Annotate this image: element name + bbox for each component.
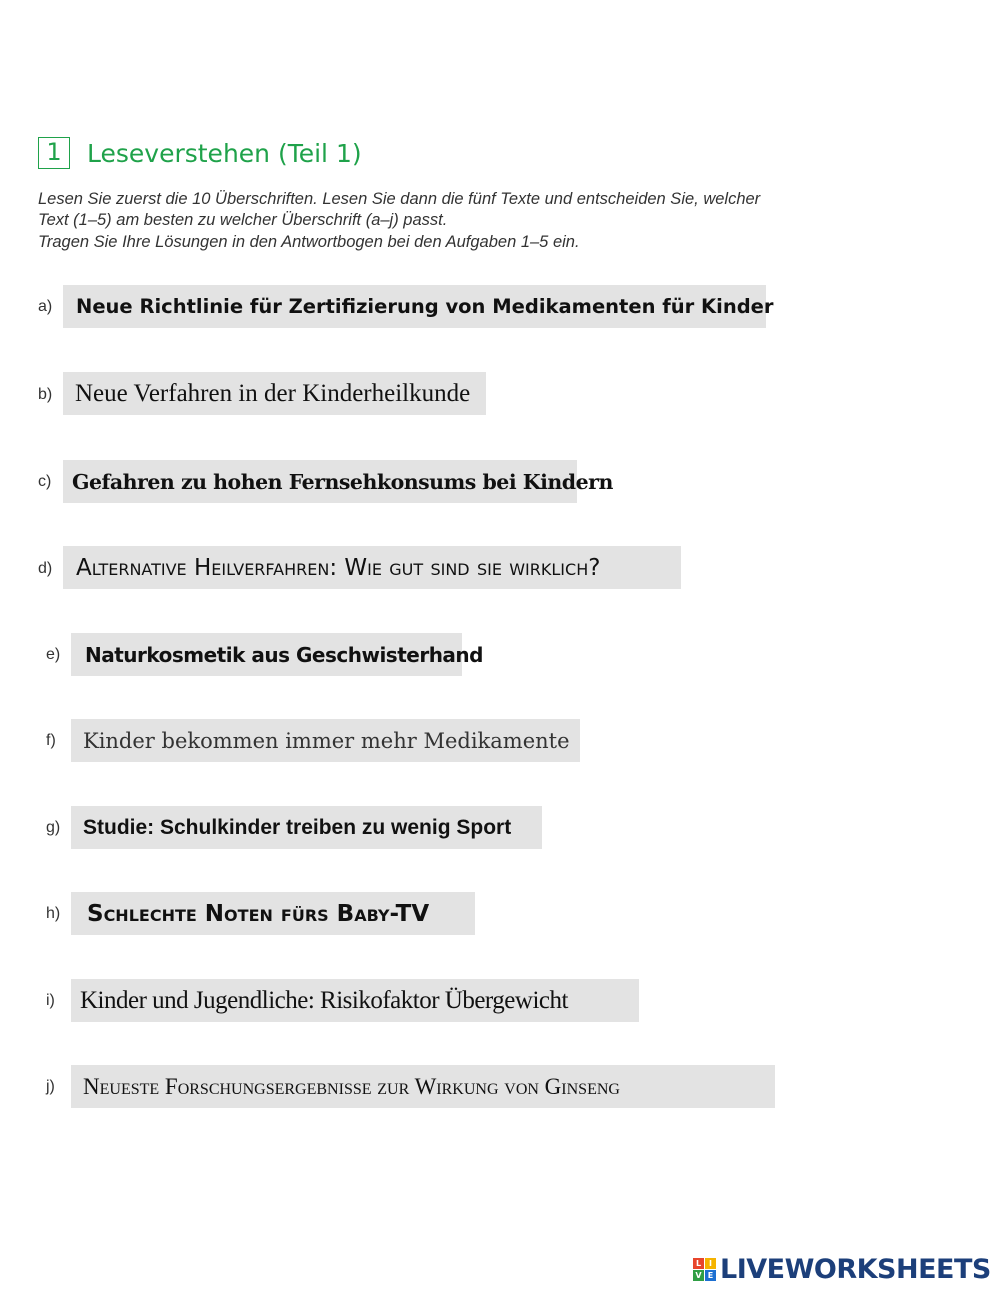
headline-e-text: Naturkosmetik aus Geschwisterhand [85,642,483,667]
headline-i-text: Kinder und Jugendliche: Risikofaktor Übergewicht [80,986,568,1014]
logo-text: LIVEWORKSHEETS [720,1253,991,1285]
logo-tile-l: L [693,1258,704,1269]
headline-e [71,633,483,676]
headline-i [71,979,639,1022]
instructions-line-2: Text (1–5) am besten zu welcher Überschrift (a–j) passt. [38,211,448,229]
headline-h [71,892,475,935]
task-number-box: 1 [38,137,70,169]
headline-letter-b: b) [38,386,53,403]
instructions-line-3: Tragen Sie Ihre Lösungen in den Antwortbogen bei den Aufgaben 1–5 ein. [38,233,580,251]
liveworksheets-logo[interactable] [693,1254,991,1284]
logo-tile-e: E [705,1270,716,1281]
headline-b [63,372,486,415]
headline-letter-g: g) [46,819,61,836]
headline-j [71,1065,775,1108]
headline-d [63,546,681,589]
headline-letter-c: c) [38,473,52,490]
headline-f [71,719,580,762]
logo-tile-i: I [705,1258,716,1269]
headline-letter-a: a) [38,298,53,315]
headline-f-text: Kinder bekommen immer mehr Medikamente [83,728,570,753]
headline-letter-j: j) [46,1078,55,1095]
logo-tile-v: V [693,1270,704,1281]
headline-a-text: Neue Richtlinie für Zertifizierung von Medikamenten für Kinder [76,295,774,318]
headline-letter-f: f) [46,732,56,749]
instructions-line-1: Lesen Sie zuerst die 10 Überschriften. Lesen Sie dann die fünf Texte und entscheiden Sie, welcher [38,190,761,208]
headline-letter-h: h) [46,905,61,922]
page-title: Leseverstehen (Teil 1) [87,139,362,168]
headline-b-text: Neue Verfahren in der Kinderheilkunde [75,379,471,407]
headline-g-text: Studie: Schulkinder treiben zu wenig Sport [83,815,512,839]
headline-d-text: Alternative Heilverfahren: Wie gut sind sie wirklich? [76,554,601,581]
headline-c [63,460,613,503]
logo-mark-icon [693,1258,716,1281]
headline-letter-i: i) [46,992,55,1009]
headline-letter-d: d) [38,560,53,577]
headline-j-text: Neueste Forschungsergebnisse zur Wirkung von Ginseng [83,1073,620,1099]
headline-a [63,285,774,328]
headline-letter-e: e) [46,646,61,663]
headline-c-text: Gefahren zu hohen Fernsehkonsums bei Kindern [72,469,613,494]
headline-h-text: Schlechte Noten fürs Baby-TV [87,900,430,927]
headline-g [71,806,542,849]
